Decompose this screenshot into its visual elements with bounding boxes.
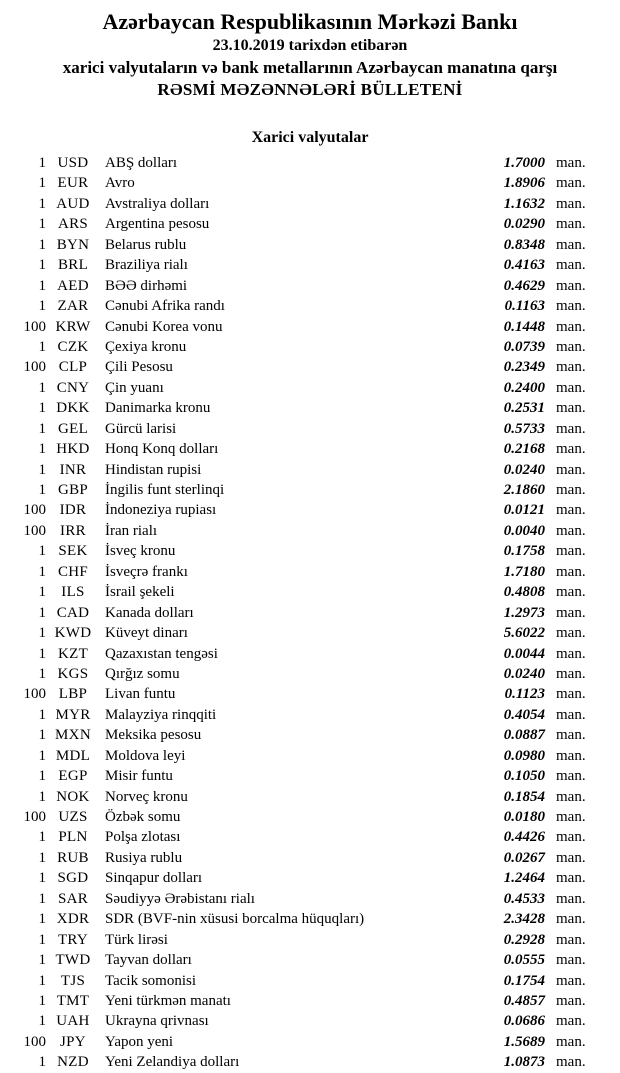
rate-value: 1.2464 xyxy=(503,870,545,887)
document-header xyxy=(0,0,620,101)
currency-code: XDR xyxy=(56,911,90,928)
currency-name: İngilis funt sterlinqi xyxy=(105,482,225,498)
unit-label: man. xyxy=(556,768,586,785)
exchange-rate-row xyxy=(0,1032,620,1052)
unit-label: man. xyxy=(556,952,586,969)
unit-label: man. xyxy=(556,665,586,682)
currency-name: BƏƏ dirhəmi xyxy=(105,277,188,294)
currency-quantity: 100 xyxy=(23,1033,46,1050)
currency-code: KWD xyxy=(54,625,92,642)
rate-value: 0.0290 xyxy=(503,216,545,233)
exchange-rate-row xyxy=(0,950,620,970)
exchange-rate-row xyxy=(0,562,620,582)
unit-label: man. xyxy=(556,1033,586,1050)
exchange-rate-row xyxy=(0,848,620,868)
unit-label: man. xyxy=(556,849,586,866)
exchange-rate-row xyxy=(0,439,620,459)
currency-code: IRR xyxy=(60,522,86,539)
currency-code: SGD xyxy=(57,870,89,887)
exchange-rate-row xyxy=(0,909,620,929)
unit-label: man. xyxy=(556,1054,586,1071)
rate-value: 0.0040 xyxy=(503,522,545,539)
exchange-rate-row xyxy=(0,930,620,950)
currency-code: BRL xyxy=(57,257,89,274)
rate-value: 1.2973 xyxy=(503,604,545,621)
currency-name: Hindistan rupisi xyxy=(105,461,202,478)
exchange-rate-row xyxy=(0,337,620,357)
rate-value: 5.6022 xyxy=(503,625,545,642)
currency-name: İsveç kronu xyxy=(105,543,176,560)
currency-code: INR xyxy=(59,461,87,478)
exchange-rate-row xyxy=(0,296,620,316)
rate-value: 0.4629 xyxy=(503,277,545,294)
currency-code: MDL xyxy=(55,747,91,764)
currency-quantity: 1 xyxy=(38,706,46,723)
unit-label: man. xyxy=(556,379,586,396)
rate-value: 0.0739 xyxy=(503,338,545,355)
currency-name: Qırğız somu xyxy=(105,665,180,682)
currency-quantity: 1 xyxy=(38,952,46,969)
unit-label: man. xyxy=(556,625,586,642)
rate-value: 0.1854 xyxy=(503,788,545,805)
exchange-rate-row xyxy=(0,317,620,337)
rate-value: 1.5689 xyxy=(503,1033,545,1050)
unit-label: man. xyxy=(556,972,586,989)
currency-quantity: 100 xyxy=(23,318,46,335)
currency-name: Ukrayna qrivnası xyxy=(105,1013,209,1030)
exchange-rate-row xyxy=(0,255,620,275)
exchange-rate-row xyxy=(0,623,620,643)
rate-value: 0.1754 xyxy=(503,972,545,989)
rate-value: 0.0121 xyxy=(503,502,545,519)
currency-quantity: 1 xyxy=(38,584,46,601)
currency-code: UAH xyxy=(56,1013,90,1030)
currency-name: Moldova leyi xyxy=(105,747,186,764)
currency-code: NZD xyxy=(57,1054,89,1071)
unit-label: man. xyxy=(556,931,586,948)
currency-code: LBP xyxy=(58,686,88,703)
rate-value: 0.0887 xyxy=(503,727,545,744)
currency-code: ARS xyxy=(57,216,89,233)
unit-label: man. xyxy=(556,236,586,253)
currency-name: Misir funtu xyxy=(105,768,173,785)
unit-label: man. xyxy=(556,604,586,621)
currency-quantity: 1 xyxy=(38,563,46,580)
rate-value: 0.2928 xyxy=(503,931,545,948)
currency-quantity: 1 xyxy=(38,482,46,498)
currency-code: EGP xyxy=(58,768,88,785)
exchange-rate-row xyxy=(0,153,620,173)
rate-value: 0.1050 xyxy=(503,768,545,785)
currency-code: BYN xyxy=(56,236,90,253)
rate-value: 0.1448 xyxy=(503,318,545,335)
exchange-rate-row xyxy=(0,1011,620,1031)
currency-code: EUR xyxy=(57,175,89,192)
unit-label: man. xyxy=(556,706,586,723)
rate-value: 0.0044 xyxy=(503,645,545,662)
currency-name: İran rialı xyxy=(105,522,158,539)
currency-quantity: 1 xyxy=(38,768,46,785)
currency-name: Honq Konq dolları xyxy=(105,441,219,458)
currency-name: Yeni türkmən manatı xyxy=(105,992,231,1009)
exchange-rate-row xyxy=(0,746,620,766)
currency-name: Yapon yeni xyxy=(105,1033,174,1050)
currency-quantity: 1 xyxy=(38,236,46,253)
currency-name: Cənubi Afrika randı xyxy=(105,298,225,315)
currency-quantity: 1 xyxy=(38,972,46,989)
currency-code: DKK xyxy=(56,400,90,417)
exchange-rate-row xyxy=(0,766,620,786)
rate-value: 2.1860 xyxy=(503,482,545,498)
exchange-rate-row xyxy=(0,214,620,234)
currency-quantity: 1 xyxy=(38,420,46,437)
currency-name: Çili Pesosu xyxy=(105,359,173,376)
effective-date-line: 23.10.2019 tarixdən etibarən xyxy=(212,37,408,54)
exchange-rate-row xyxy=(0,868,620,888)
currency-name: Livan funtu xyxy=(105,686,176,703)
unit-label: man. xyxy=(556,195,586,212)
exchange-rate-row xyxy=(0,194,620,214)
unit-label: man. xyxy=(556,992,586,1009)
exchange-rate-row xyxy=(0,378,620,398)
currency-name: Avstraliya dolları xyxy=(105,195,210,212)
unit-label: man. xyxy=(556,890,586,907)
exchange-rate-row xyxy=(0,1052,620,1072)
currency-name: SDR (BVF-nin xüsusi borcalma hüquqları) xyxy=(105,911,365,928)
unit-label: man. xyxy=(556,175,586,192)
currency-name: İsrail şekeli xyxy=(105,584,175,601)
currency-code: KGS xyxy=(57,665,89,682)
currency-name: ABŞ dolları xyxy=(105,155,178,171)
currency-quantity: 1 xyxy=(38,155,46,171)
bulletin-subtitle-line: xarici valyutaların və bank metallarının Azərbaycan manatına qarşı xyxy=(62,58,558,77)
currency-name: Malayziya rinqqiti xyxy=(105,706,217,723)
rate-value: 1.8906 xyxy=(503,175,545,192)
currency-code: GBP xyxy=(57,482,89,498)
currency-quantity: 100 xyxy=(23,522,46,539)
currency-code: CZK xyxy=(57,338,89,355)
unit-label: man. xyxy=(556,420,586,437)
currency-name: Tayvan dolları xyxy=(105,952,192,969)
unit-label: man. xyxy=(556,563,586,580)
rate-value: 0.5733 xyxy=(503,420,545,437)
currency-quantity: 1 xyxy=(38,298,46,315)
exchange-rate-row xyxy=(0,500,620,520)
currency-quantity: 1 xyxy=(38,645,46,662)
exchange-rate-row xyxy=(0,173,620,193)
rate-value: 0.2168 xyxy=(503,441,545,458)
unit-label: man. xyxy=(556,441,586,458)
currency-quantity: 1 xyxy=(38,175,46,192)
exchange-rate-row xyxy=(0,541,620,561)
rate-value: 0.2349 xyxy=(503,359,545,376)
rate-value: 0.4533 xyxy=(503,890,545,907)
currency-code: AUD xyxy=(56,195,90,212)
currency-name: Belarus rublu xyxy=(105,236,187,253)
currency-name: Sinqapur dolları xyxy=(105,870,203,887)
currency-code: ILS xyxy=(61,584,85,601)
currency-quantity: 1 xyxy=(38,849,46,866)
unit-label: man. xyxy=(556,461,586,478)
currency-quantity: 1 xyxy=(38,441,46,458)
rate-value: 2.3428 xyxy=(503,911,545,928)
unit-label: man. xyxy=(556,829,586,846)
currency-quantity: 1 xyxy=(38,379,46,396)
currency-quantity: 100 xyxy=(23,502,46,519)
exchange-rate-row xyxy=(0,725,620,745)
currency-quantity: 1 xyxy=(38,461,46,478)
currency-code: PLN xyxy=(58,829,88,846)
currency-code: KRW xyxy=(55,318,91,335)
currency-quantity: 1 xyxy=(38,625,46,642)
unit-label: man. xyxy=(556,809,586,825)
currency-code: ZAR xyxy=(57,298,89,315)
exchange-rate-row xyxy=(0,991,620,1011)
currency-name: Səudiyyə Ərəbistanı rialı xyxy=(105,890,255,907)
unit-label: man. xyxy=(556,359,586,376)
currency-name: Tacik somonisi xyxy=(105,972,197,989)
currency-quantity: 1 xyxy=(38,216,46,233)
currency-quantity: 100 xyxy=(23,809,46,825)
exchange-rate-row xyxy=(0,827,620,847)
currency-code: USD xyxy=(57,155,89,171)
currency-code: NOK xyxy=(56,788,90,805)
official-rates-bulletin-title: RƏSMİ MƏZƏNNƏLƏRİ BÜLLETENİ xyxy=(157,80,463,99)
unit-label: man. xyxy=(556,155,586,171)
rate-value: 0.0555 xyxy=(503,952,545,969)
exchange-rate-row xyxy=(0,521,620,541)
currency-quantity: 1 xyxy=(38,788,46,805)
rate-value: 0.1123 xyxy=(504,686,545,703)
currency-quantity: 1 xyxy=(38,665,46,682)
unit-label: man. xyxy=(556,257,586,274)
unit-label: man. xyxy=(556,686,586,703)
currency-quantity: 1 xyxy=(38,277,46,294)
unit-label: man. xyxy=(556,522,586,539)
exchange-rate-row xyxy=(0,357,620,377)
exchange-rate-row xyxy=(0,419,620,439)
unit-label: man. xyxy=(556,400,586,417)
unit-label: man. xyxy=(556,1013,586,1030)
rate-value: 0.0267 xyxy=(503,849,545,866)
currency-code: RUB xyxy=(57,849,89,866)
currency-name: Yeni Zelandiya dolları xyxy=(105,1054,240,1071)
currency-code: KZT xyxy=(57,645,89,662)
rate-value: 0.2531 xyxy=(503,400,545,417)
rate-value: 0.4808 xyxy=(503,584,545,601)
exchange-rate-row xyxy=(0,807,620,827)
unit-label: man. xyxy=(556,482,586,498)
unit-label: man. xyxy=(556,747,586,764)
rate-value: 0.0240 xyxy=(503,461,545,478)
currency-quantity: 1 xyxy=(38,1054,46,1071)
currency-code: MXN xyxy=(55,727,91,744)
currency-name: Küveyt dinarı xyxy=(105,625,188,642)
exchange-rate-row xyxy=(0,971,620,991)
unit-label: man. xyxy=(556,911,586,928)
rate-value: 0.1163 xyxy=(504,298,545,315)
currency-code: GEL xyxy=(57,420,89,437)
unit-label: man. xyxy=(556,338,586,355)
exchange-rate-row xyxy=(0,480,620,500)
currency-code: IDR xyxy=(59,502,87,519)
currency-code: TWD xyxy=(55,952,91,969)
currency-code: TMT xyxy=(56,992,90,1009)
unit-label: man. xyxy=(556,318,586,335)
currency-quantity: 1 xyxy=(38,911,46,928)
currency-name: Rusiya rublu xyxy=(105,849,183,866)
exchange-rate-row xyxy=(0,684,620,704)
unit-label: man. xyxy=(556,216,586,233)
currency-name: İsveçrə frankı xyxy=(105,563,188,580)
currency-quantity: 1 xyxy=(38,1013,46,1030)
unit-label: man. xyxy=(556,870,586,887)
currency-quantity: 1 xyxy=(38,727,46,744)
rate-value: 0.4163 xyxy=(503,257,545,274)
currency-name: Danimarka kronu xyxy=(105,400,211,417)
exchange-rate-row xyxy=(0,460,620,480)
currency-quantity: 1 xyxy=(38,747,46,764)
rate-value: 0.0686 xyxy=(503,1013,545,1030)
currency-name: Qazaxıstan tengəsi xyxy=(105,645,218,662)
exchange-rate-row xyxy=(0,582,620,602)
unit-label: man. xyxy=(556,645,586,662)
rate-value: 0.0180 xyxy=(503,809,545,825)
exchange-rate-row xyxy=(0,398,620,418)
currency-quantity: 1 xyxy=(38,195,46,212)
currency-quantity: 100 xyxy=(23,359,46,376)
bank-name-title: Azərbaycan Respublikasının Mərkəzi Bankı xyxy=(102,9,518,34)
currency-code: HKD xyxy=(56,441,90,458)
currency-quantity: 100 xyxy=(23,686,46,703)
rate-value: 0.8348 xyxy=(503,236,545,253)
currency-code: TRY xyxy=(57,931,89,948)
currency-name: Çexiya kronu xyxy=(105,338,187,355)
rate-value: 0.0980 xyxy=(503,747,545,764)
currency-name: Meksika pesosu xyxy=(105,727,202,744)
rate-value: 1.0873 xyxy=(503,1054,545,1071)
rate-value: 1.7180 xyxy=(503,563,545,580)
currency-name: Kanada dolları xyxy=(105,604,194,621)
exchange-rates-table xyxy=(0,153,620,1073)
exchange-rate-row xyxy=(0,235,620,255)
currency-quantity: 1 xyxy=(38,604,46,621)
rate-value: 1.7000 xyxy=(503,155,545,171)
currency-quantity: 1 xyxy=(38,870,46,887)
currency-name: Polşa zlotası xyxy=(105,829,181,846)
currency-quantity: 1 xyxy=(38,890,46,907)
currency-code: CNY xyxy=(56,379,90,396)
unit-label: man. xyxy=(556,788,586,805)
currency-quantity: 1 xyxy=(38,931,46,948)
currency-code: JPY xyxy=(60,1033,86,1050)
currency-code: TJS xyxy=(60,972,86,989)
rate-value: 0.2400 xyxy=(503,379,545,396)
rate-value: 0.1758 xyxy=(503,543,545,560)
unit-label: man. xyxy=(556,298,586,315)
rate-value: 0.0240 xyxy=(503,665,545,682)
currency-name: Avro xyxy=(105,175,135,192)
rate-value: 0.4857 xyxy=(503,992,545,1009)
exchange-rate-row xyxy=(0,664,620,684)
currency-code: AED xyxy=(57,277,89,294)
exchange-rate-row xyxy=(0,705,620,725)
currency-name: Argentina pesosu xyxy=(105,216,210,233)
currency-quantity: 1 xyxy=(38,829,46,846)
exchange-rate-row xyxy=(0,644,620,664)
currency-code: SEK xyxy=(58,543,88,560)
section-title-foreign-currencies: Xarici valyutalar xyxy=(251,129,369,146)
exchange-rate-row xyxy=(0,276,620,296)
currency-code: MYR xyxy=(55,706,91,723)
currency-name: Türk lirəsi xyxy=(105,931,168,948)
currency-quantity: 1 xyxy=(38,338,46,355)
currency-quantity: 1 xyxy=(38,257,46,274)
currency-quantity: 1 xyxy=(38,400,46,417)
currency-code: UZS xyxy=(58,809,88,825)
unit-label: man. xyxy=(556,584,586,601)
currency-code: SAR xyxy=(57,890,89,907)
currency-name: Çin yuanı xyxy=(105,379,164,396)
currency-code: CLP xyxy=(58,359,88,376)
exchange-rate-row xyxy=(0,889,620,909)
currency-name: Cənubi Korea vonu xyxy=(105,318,223,335)
currency-name: İndoneziya rupiası xyxy=(105,502,217,519)
unit-label: man. xyxy=(556,502,586,519)
currency-name: Norveç kronu xyxy=(105,788,188,805)
unit-label: man. xyxy=(556,727,586,744)
currency-name: Özbək somu xyxy=(105,809,181,825)
currency-name: Gürcü larisi xyxy=(105,420,177,437)
rate-value: 0.4054 xyxy=(503,706,545,723)
currency-name: Braziliya rialı xyxy=(105,257,188,274)
currency-code: CHF xyxy=(57,563,89,580)
exchange-rate-row xyxy=(0,787,620,807)
exchange-rate-row xyxy=(0,603,620,623)
currency-code: CAD xyxy=(56,604,90,621)
currency-quantity: 1 xyxy=(38,543,46,560)
unit-label: man. xyxy=(556,277,586,294)
currency-quantity: 1 xyxy=(38,992,46,1009)
rate-value: 1.1632 xyxy=(503,195,545,212)
unit-label: man. xyxy=(556,543,586,560)
rate-value: 0.4426 xyxy=(503,829,545,846)
